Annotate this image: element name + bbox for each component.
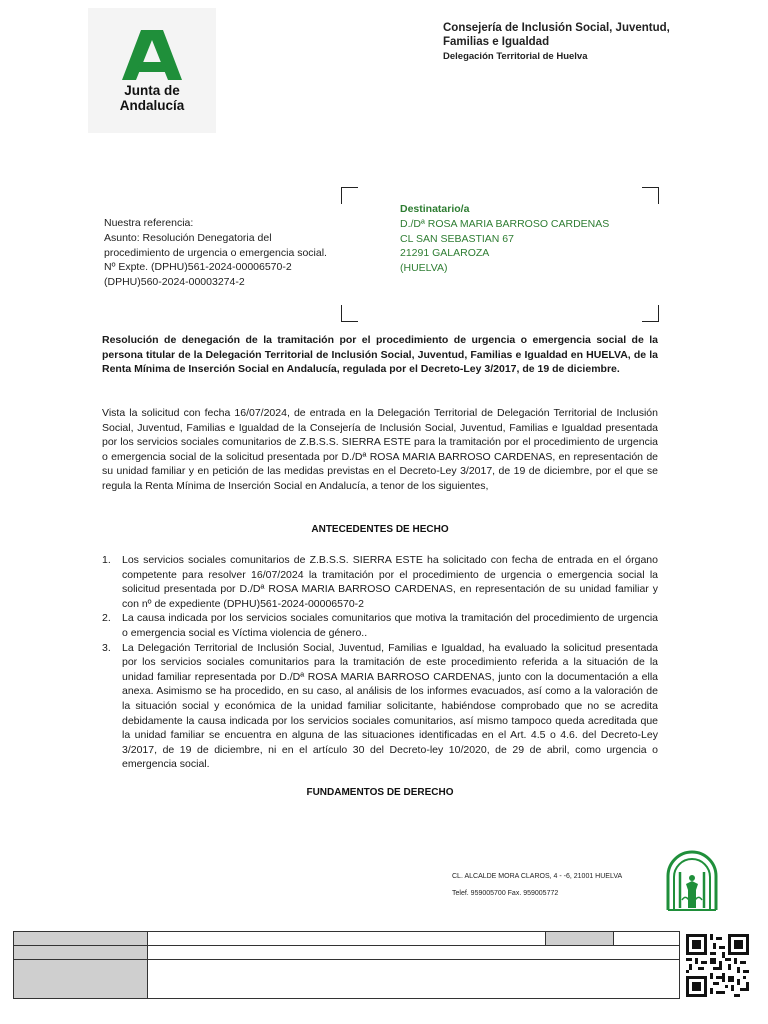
list-item-number: 3. [102, 641, 111, 654]
table-cell [614, 932, 679, 946]
verification-table [13, 931, 680, 999]
department-line-2: Familias e Igualdad [443, 36, 550, 48]
window-corner-top-left [341, 187, 358, 204]
recipient-block [400, 202, 650, 276]
recipient-street: CL SAN SEBASTIAN 67 [400, 232, 514, 245]
department-line-1: Consejería de Inclusión Social, Juventud, [443, 22, 670, 34]
recipient-title: Destinatario/a [400, 203, 470, 215]
qr-code-icon [686, 934, 749, 997]
table-cell [546, 932, 614, 946]
resolution-title: Resolución de denegación de la tramitación por el procedimiento de urgencia o emergencia social de la persona titular de la Delegación Territorial de Inclusión Social, Juventud, Familias e Igualdad en HUELVA, de la Renta Mínima de Inserción Social en Andalucía, regulada por el Decreto-Ley 3/2017, de 19 de diciembre. [102, 334, 658, 376]
file-number-2: (DPHU)560-2024-00003274-2 [104, 276, 245, 289]
table-cell [148, 960, 679, 998]
table-cell [148, 946, 679, 960]
recipient-name: D./Dª ROSA MARIA BARROSO CARDENAS [400, 217, 610, 230]
subject-line-1: Asunto: Resolución Denegatoria del [104, 231, 272, 244]
fundamentos-heading: FUNDAMENTOS DE DERECHO [306, 787, 454, 798]
list-item-number: 2. [102, 612, 111, 625]
list-item-text: La Delegación Territorial de Inclusión Social, Juventud, Familias e Igualdad, ha evaluado la solicitud presentada por los servicios sociales comunitarios para la tramitación de este procedimiento referida a la situación de la unidad familiar representada por D./Dª ROSA MARIA BARROSO CARDENAS, junto con la documentación a ella anexa. Asimismo se ha procedido, en su caso, al análisis de los informes evacuados, así como a la valoración de la situación social y económica de la unidad familiar solicitante, habiéndose comprobado que no se acredita debidamente la causa indicada por los servicios sociales comunitarios, así mismo tampoco queda acreditada que la unidad familiar se encuentra en alguna de las situaciones identificadas en el Art. 4.5 o 4.6. del Decreto-Ley 3/2017, de 19 de diciembre, ni en el artículo 30 del Decreto-ley 10/2020, de 29 de abril, como urgencia o emergencia social. [122, 641, 658, 771]
recipient-postal: 21291 GALAROZA [400, 247, 490, 260]
table-cell [14, 960, 148, 998]
antecedentes-heading: ANTECEDENTES DE HECHO [311, 524, 449, 535]
antecedentes-list [102, 553, 658, 772]
window-corner-bottom-left [341, 305, 358, 322]
window-corner-bottom-right [642, 305, 659, 322]
reference-block [104, 216, 364, 290]
delegation-name: Delegación Territorial de Huelva [443, 51, 588, 62]
junta-a-logo-icon [122, 30, 182, 82]
list-item-number: 1. [102, 554, 111, 566]
footer-address: CL. ALCALDE MORA CLAROS, 4 - -6, 21001 HUELVA [452, 873, 623, 880]
andalucia-seal-icon [664, 850, 720, 912]
list-item-text: Los servicios sociales comunitarios de Z.B.S.S. SIERRA ESTE ha solicitado con fecha de entrada en el órgano competente para resolver 16/07/2024 la tramitación por el procedimiento de urgencia o emergencia social la solicitud presentada por D./Dª ROSA MARIA BARROSO CARDENAS, en representación de su unidad familiar y con nº de expediente (DPHU)561-2024-00006570-2 [122, 554, 658, 610]
junta-logo [88, 8, 216, 133]
table-cell [14, 946, 148, 960]
intro-paragraph: Vista la solicitud con fecha 16/07/2024, de entrada en la Delegación Territorial de Delegación Territorial de Inclusión Social, Juventud, Familias e Igualdad de la Consejería de Inclusión Social, Juventud, Familias e Igualdad presentada por los servicios sociales comunitarios de Z.B.S.S. SIERRA ESTE para la tramitación por el procedimiento de urgencia o emergencia social de la solicitud presentada por D./Dª ROSA MARIA BARROSO CARDENAS, en representación de su unidad familiar y en petición de las medidas previstas en el Decreto-Ley 3/2017, de 19 de diciembre, por el que se regula la Renta Mínima de Inserción Social en Andalucía, a tenor de los siguientes, [102, 407, 658, 492]
footer-phone: Telef. 959005700 Fax. 959005772 [452, 890, 559, 897]
department-header [443, 21, 743, 64]
list-item [102, 641, 658, 772]
subject-line-2: procedimiento de urgencia o emergencia social. [104, 246, 327, 259]
logo-text: Junta de Andalucía [119, 83, 185, 113]
table-cell [148, 932, 546, 946]
table-cell [14, 932, 148, 946]
reference-label: Nuestra referencia: [104, 217, 194, 229]
file-number-1: Nº Expte. (DPHU)561-2024-00006570-2 [104, 261, 292, 274]
recipient-province: (HUELVA) [400, 262, 448, 275]
list-item-text: La causa indicada por los servicios sociales comunitarios que motiva la tramitación del procedimiento de urgencia o emergencia social es Víctima violencia de género.. [122, 612, 658, 639]
list-item [102, 553, 658, 611]
list-item [102, 611, 658, 640]
